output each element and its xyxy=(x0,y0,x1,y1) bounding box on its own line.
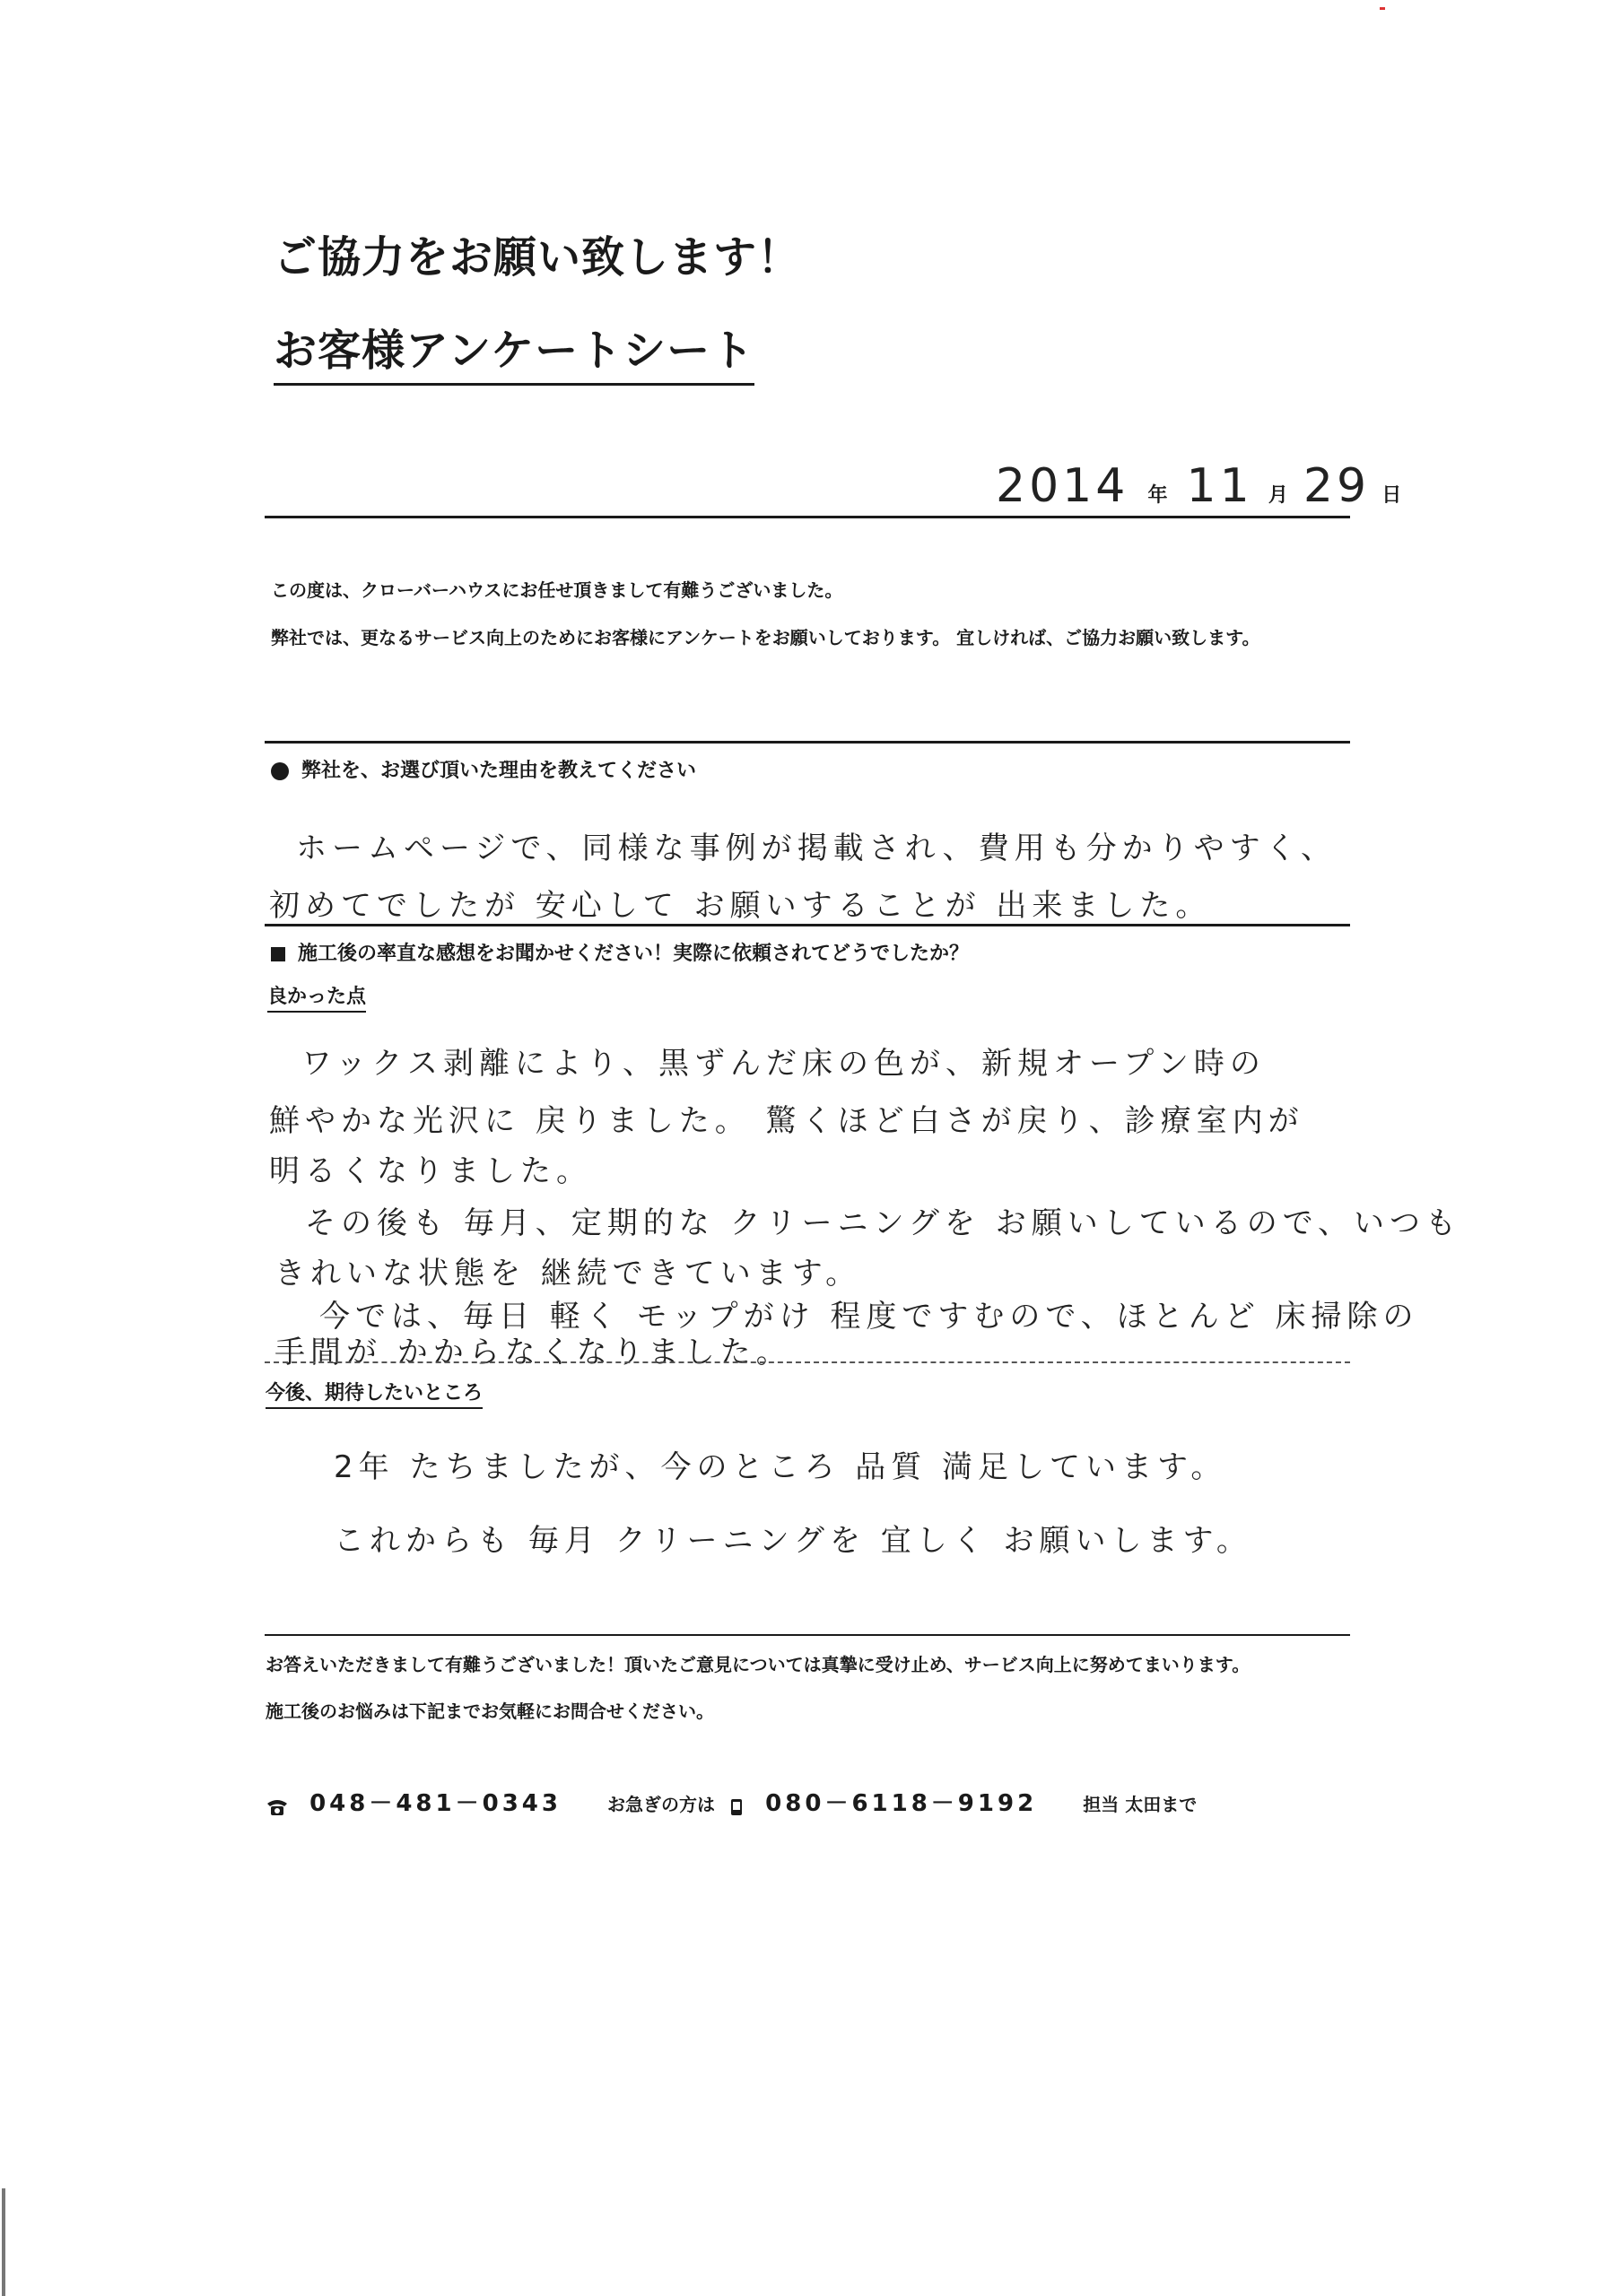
footer-thanks: お答えいただきまして有難うございました！頂いたご意見については真摯に受け止め、サービス向上に努めてまいります。 xyxy=(266,1654,1251,1675)
good-line-4: その後も 毎月、定期的な クリーニングを お願いしているので、いつも xyxy=(305,1205,1462,1241)
scan-speck xyxy=(1380,7,1385,10)
date-underline xyxy=(265,516,1350,518)
question-2 xyxy=(271,938,969,966)
question-2-text: 施工後の率直な感想をお聞かせください！実際に依頼されてどうでしたか？ xyxy=(298,943,970,965)
footer-divider xyxy=(265,1634,1350,1636)
apple-bullet-icon xyxy=(271,762,289,780)
date-month-label: 月 xyxy=(1268,484,1288,507)
date-year-label: 年 xyxy=(1147,484,1168,507)
phone-icon xyxy=(266,1796,289,1813)
date-field xyxy=(996,459,1401,513)
good-line-3: 明るくなりました。 xyxy=(269,1153,592,1189)
good-line-7: 手間が かからなくなりました。 xyxy=(275,1335,792,1370)
intro-line-2: 弊社では、更なるサービス向上のためにお客様にアンケートをお願いしております。 宜しければ、ご協力お願い致します。 xyxy=(271,627,1260,648)
intro-line-1: この度は、クローバーハウスにお任せ頂きまして有難うございました。 xyxy=(271,579,843,601)
section-divider-dashed xyxy=(265,1361,1350,1363)
mobile-phone-icon xyxy=(730,1796,743,1813)
future-line-2: これからも 毎月 クリーニングを 宜しく お願いします。 xyxy=(334,1523,1252,1559)
scan-edge-mark xyxy=(2,2188,5,2296)
good-points-heading: 良かった点 xyxy=(267,981,366,1013)
sheet-subtitle: お客様アンケートシート xyxy=(274,316,754,386)
future-heading: 今後、期待したいところ xyxy=(266,1378,483,1409)
section-divider xyxy=(265,741,1350,744)
answer-1-line-2: 初めてでしたが 安心して お願いすることが 出来ました。 xyxy=(269,888,1212,924)
good-line-6: 今では、毎日 軽く モップがけ 程度ですむので、ほとんど 床掃除の xyxy=(319,1299,1419,1335)
good-line-1: ワックス剥離により、黒ずんだ床の色が、新規オープン時の xyxy=(301,1046,1266,1082)
question-1 xyxy=(271,755,696,783)
future-line-1: 2年 たちましたが、今のところ 品質 満足しています。 xyxy=(334,1449,1227,1485)
phone-number[interactable]: 048－481－0343 xyxy=(309,1790,562,1817)
mobile-number[interactable]: 080－6118－9192 xyxy=(765,1790,1038,1817)
page-title: ご協力をお願い致します！ xyxy=(274,232,802,283)
urgent-label: お急ぎの方は xyxy=(607,1794,716,1815)
good-line-5: きれいな状態を 継続できています。 xyxy=(275,1256,862,1292)
date-day: 29 xyxy=(1303,459,1371,513)
date-month: 11 xyxy=(1186,459,1253,513)
contact-line xyxy=(266,1785,1197,1818)
footer-contact-note: 施工後のお悩みは下記までお気軽にお問合せください。 xyxy=(266,1700,714,1722)
answer-1-line-1: ホームページで、同様な事例が掲載され、費用も分かりやすく、 xyxy=(296,831,1337,866)
good-line-2: 鮮やかな光沢に 戻りました。 驚くほど白さが戻り、診療室内が xyxy=(269,1103,1304,1139)
section-divider xyxy=(265,924,1350,926)
contact-person: 担当 太田まで xyxy=(1083,1794,1198,1815)
question-1-text: 弊社を、お選び頂いた理由を教えてください xyxy=(301,760,697,782)
date-day-label: 日 xyxy=(1381,484,1402,507)
date-year: 2014 xyxy=(996,459,1129,513)
square-bullet-icon xyxy=(271,947,285,961)
